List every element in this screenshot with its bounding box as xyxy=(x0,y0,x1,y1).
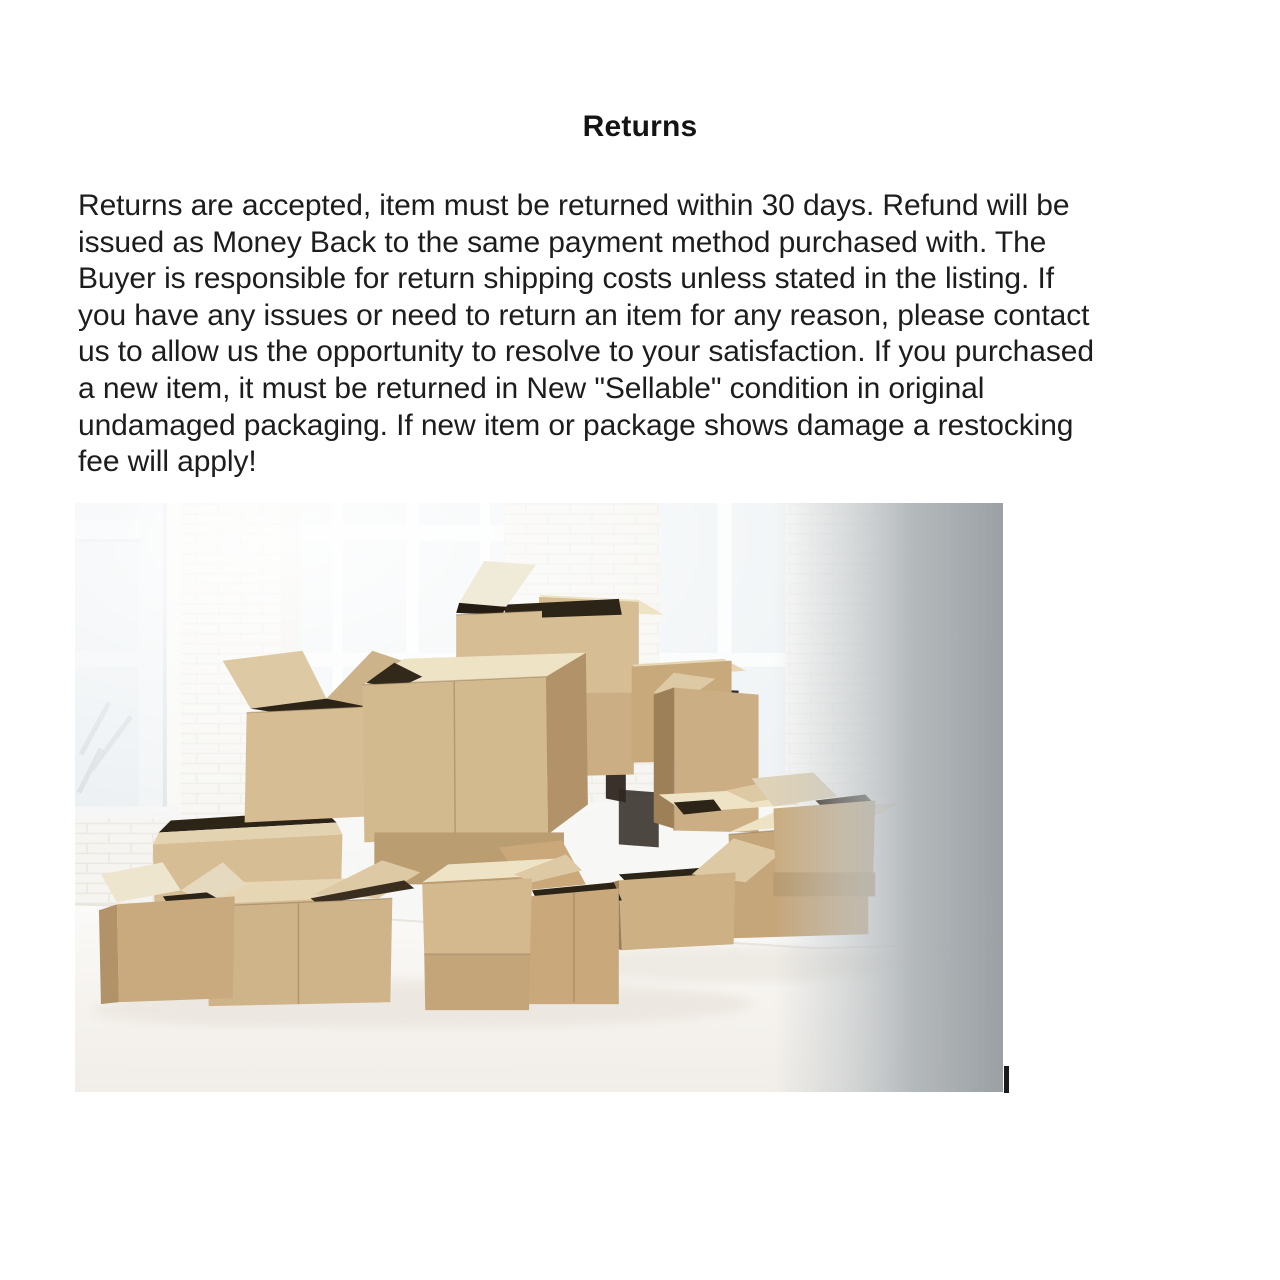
right-gradient-overlay xyxy=(773,503,1003,1092)
policy-line: you have any issues or need to return an item for any reason, please contact xyxy=(78,298,1090,332)
policy-line: undamaged packaging. If new item or package shows damage a restocking xyxy=(78,408,1074,442)
policy-line: issued as Money Back to the same payment method purchased with. The xyxy=(78,225,1047,259)
returns-policy-text xyxy=(78,188,1208,481)
boxes-photo xyxy=(75,503,1003,1092)
policy-line: Returns are accepted, item must be returned within 30 days. Refund will be xyxy=(78,189,1070,222)
page-title: Returns xyxy=(582,110,698,143)
text-caret xyxy=(1004,1066,1009,1093)
policy-line: fee will apply! xyxy=(78,445,257,479)
policy-line: a new item, it must be returned in New "Sellable" condition in original xyxy=(78,371,985,405)
policy-line: Buyer is responsible for return shipping costs unless stated in the listing. If xyxy=(78,262,1054,296)
cardboard-box xyxy=(362,653,588,843)
boxes-photo-graphic xyxy=(75,503,1003,1092)
cardboard-box xyxy=(99,862,247,1004)
policy-line: us to allow us the opportunity to resolve to your satisfaction. If you purchased xyxy=(78,335,1094,369)
